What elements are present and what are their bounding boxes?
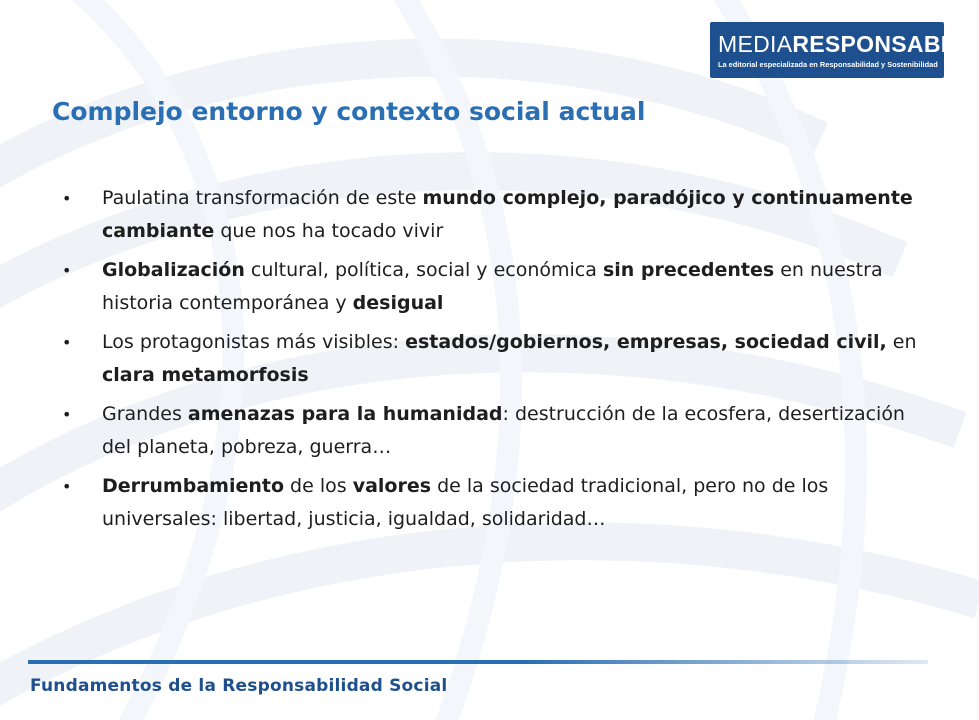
bullet-text-bold: clara metamorfosis xyxy=(102,364,309,386)
bullet-list xyxy=(62,182,922,542)
bullet-item xyxy=(62,182,922,248)
bullet-text-bold: sin precedentes xyxy=(602,259,775,281)
bullet-dot-icon: • xyxy=(62,405,72,424)
logo-tagline: La editorial especializada en Responsabilidad y Sostenibilidad xyxy=(718,60,938,69)
bullet-text-bold: amenazas para la humanidad xyxy=(187,403,503,425)
bullet-dot-icon: • xyxy=(62,333,72,352)
logo-brand-light: MEDIA xyxy=(718,31,793,57)
bullet-item xyxy=(62,398,922,464)
bullet-text-bold: Derrumbamiento xyxy=(102,475,285,497)
bullet-dot-icon: • xyxy=(62,189,72,208)
bullet-text-bold: desigual xyxy=(352,292,444,314)
bullet-text-bold: estados/gobiernos, empresas, sociedad civil, xyxy=(405,331,887,353)
bullet-text: de los xyxy=(284,475,353,497)
bullet-text: cultural, política, social y económica xyxy=(244,259,603,281)
footer-divider xyxy=(28,660,928,664)
bullet-text: Paulatina transformación de este xyxy=(102,187,423,209)
bullet-text: Grandes xyxy=(102,403,188,425)
logo-registered-mark: ® xyxy=(970,33,979,45)
bullet-text: en nuestra historia contemporánea y xyxy=(102,259,883,314)
bullet-text: de la sociedad tradicional, pero no de los universales: libertad, justicia, igualdad, solidaridad… xyxy=(102,475,829,530)
mediaresponsable-logo xyxy=(710,22,979,78)
bullet-text-bold: Globalización xyxy=(102,259,245,281)
bullet-item xyxy=(62,254,922,320)
logo-wordmark xyxy=(718,30,979,58)
bullet-text: que nos ha tocado vivir xyxy=(214,220,444,242)
bullet-text: Los protagonistas más visibles: xyxy=(102,331,406,353)
bullet-item xyxy=(62,326,922,392)
logo-brand-bold: RESPONSABLE xyxy=(792,31,971,57)
bullet-text-bold: mundo complejo, paradójico y continuamente cambiante xyxy=(102,187,913,242)
bullet-dot-icon: • xyxy=(62,477,72,496)
bullet-item xyxy=(62,470,922,536)
bullet-dot-icon: • xyxy=(62,261,72,280)
bullet-text: : destrucción de la ecosfera, desertización del planeta, pobreza, guerra… xyxy=(102,403,905,458)
bullet-text: en xyxy=(886,331,917,353)
footer-title: Fundamentos de la Responsabilidad Social xyxy=(30,676,448,696)
bullet-text-bold: valores xyxy=(352,475,432,497)
slide-title: Complejo entorno y contexto social actual xyxy=(52,97,646,126)
